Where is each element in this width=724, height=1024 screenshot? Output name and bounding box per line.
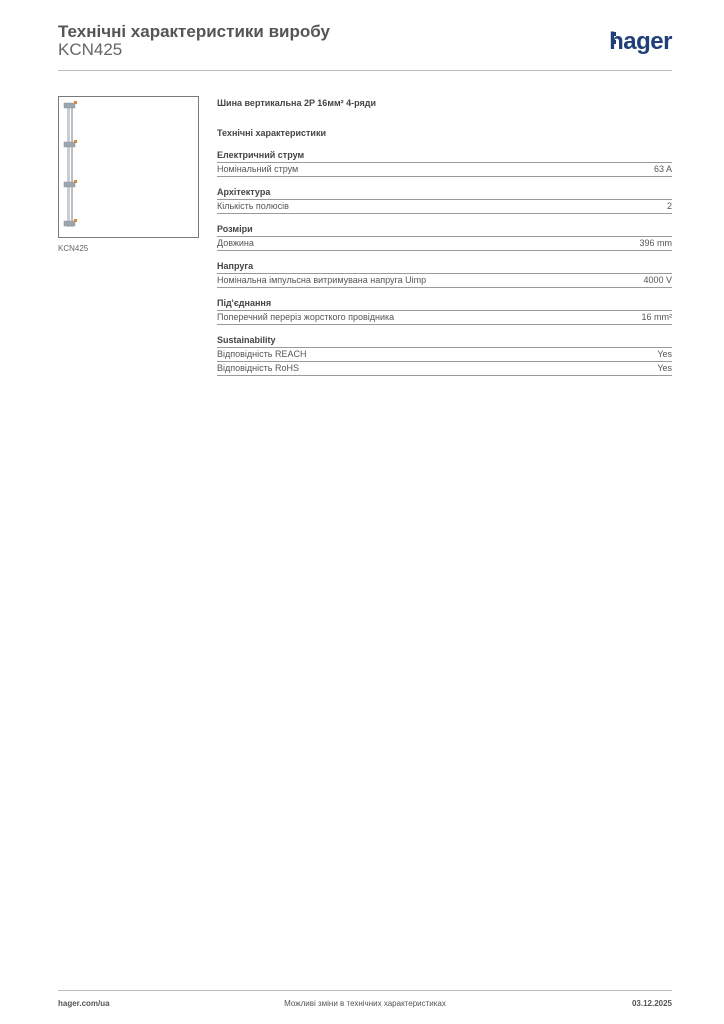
product-code: KCN425: [58, 40, 123, 59]
section-heading: Напруга: [217, 261, 254, 271]
spec-row: [217, 236, 672, 251]
spec-value: 4000 V: [643, 275, 672, 285]
spec-label: Відповідність RoHS: [217, 363, 299, 373]
spec-label: Довжина: [217, 238, 254, 248]
page-header: [58, 20, 672, 71]
spec-value: 63 A: [653, 164, 672, 174]
spec-section-current: [217, 148, 672, 177]
spec-label: Номінальна імпульсна витримувана напруга Uimp: [217, 275, 427, 285]
spec-section-voltage: [217, 259, 672, 288]
section-heading: Архітектура: [217, 187, 271, 197]
spec-value: 396 mm: [639, 238, 672, 248]
spec-row: [217, 273, 672, 288]
product-image-frame: [58, 96, 199, 238]
spec-subtitle: Технічні характеристики: [217, 128, 326, 138]
spec-row: [217, 162, 672, 177]
spec-row: [217, 310, 672, 325]
spec-value: Yes: [657, 349, 672, 359]
spec-panel: [217, 96, 672, 376]
spec-section-architecture: [217, 185, 672, 214]
spec-label: Поперечний переріз жорсткого провідника: [217, 312, 395, 322]
spec-section-connection: [217, 296, 672, 325]
spec-value: 16 mm²: [641, 312, 672, 322]
product-description: Шина вертикальна 2P 16мм² 4-ряди: [217, 98, 377, 108]
spec-section-dimensions: [217, 222, 672, 251]
section-heading: Електричний струм: [217, 150, 305, 160]
spec-row: [217, 362, 672, 376]
spec-label: Відповідність REACH: [217, 349, 307, 359]
spec-section-sustainability: [217, 333, 672, 376]
hager-logo: hager: [609, 28, 672, 55]
page-footer: [58, 990, 672, 1013]
section-heading: Під'єднання: [217, 298, 272, 308]
page-title: Технічні характеристики виробу: [58, 22, 330, 41]
spec-row: [217, 347, 672, 362]
spec-label: Номінальний струм: [217, 164, 299, 174]
footer-website: hager.com/ua: [58, 999, 110, 1008]
section-heading: Sustainability: [217, 335, 276, 345]
spec-value: Yes: [657, 363, 672, 373]
vertical-busbar-image: [59, 97, 198, 237]
spec-label: Кількість полюсів: [217, 201, 289, 211]
section-heading: Розміри: [217, 224, 253, 234]
footer-date: 03.12.2025: [631, 999, 672, 1008]
spec-value: 2: [666, 201, 672, 211]
spec-row: [217, 199, 672, 214]
product-image-caption: KCN425: [58, 244, 89, 253]
footer-note: Можливі зміни в технічних характеристиках: [284, 999, 446, 1008]
